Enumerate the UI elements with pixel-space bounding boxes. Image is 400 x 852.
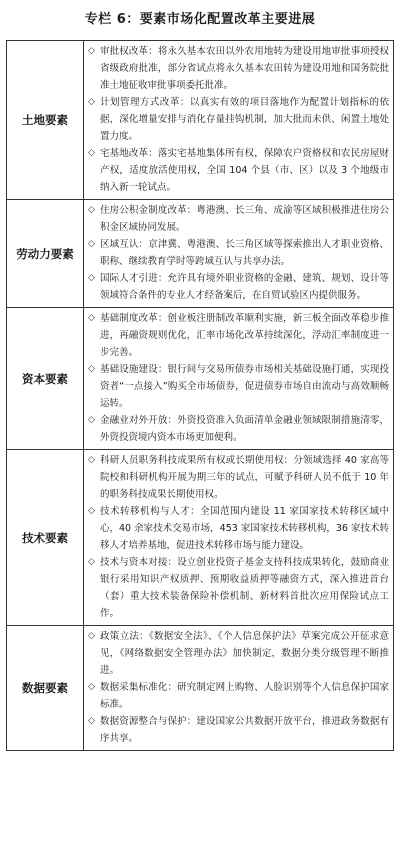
list-item xyxy=(88,628,389,679)
diamond-bullet-icon: ◇ xyxy=(88,631,95,641)
list-item xyxy=(88,43,389,94)
section-row xyxy=(7,200,394,308)
diamond-bullet-icon: ◇ xyxy=(88,148,95,158)
list-item xyxy=(88,452,389,503)
diamond-bullet-icon: ◇ xyxy=(88,205,95,215)
list-item xyxy=(88,679,389,713)
diamond-bullet-icon: ◇ xyxy=(88,273,95,283)
section-category: 技术要素 xyxy=(7,450,84,626)
diamond-bullet-icon: ◇ xyxy=(88,455,95,465)
list-item-text: 国际人才引进：允许具有境外职业资格的金融、建筑、规划、设计等领域符合条件的专业人才经备案后，在自贸试验区内提供服务。 xyxy=(100,273,389,301)
list-item xyxy=(88,503,389,554)
diamond-bullet-icon: ◇ xyxy=(88,46,95,56)
list-item-text: 技术与资本对接：设立创业投资子基金支持科技成果转化，鼓励商业银行采用知识产权质押、预期收益质押等融资方式，深入推进首台（套）重大技术装备保险补偿机制、新材料首批次应用保险试点工作。 xyxy=(100,557,389,619)
section-category: 土地要素 xyxy=(7,41,84,200)
list-item-text: 基础制度改革：创业板注册制改革顺利实施，新三板全面改革稳步推进，再融资规则优化，汇率市场化改革持续深化，浮动汇率制度进一步完善。 xyxy=(100,313,389,358)
list-item-text: 技术转移机构与人才：全国范围内建设 11 家国家技术转移区域中心，40 余家技术交易市场，453 家国家技术转移机构，36 家技术转移人才培养基地，促进技术转移市场与能力建设。 xyxy=(100,506,389,551)
section-row xyxy=(7,450,394,626)
diamond-bullet-icon: ◇ xyxy=(88,682,95,692)
list-item-text: 政策立法：《数据安全法》、《个人信息保护法》草案完成公开征求意见，《网络数据安全管理办法》加快制定，数据分类分级管理不断推进。 xyxy=(100,631,389,676)
list-item xyxy=(88,270,389,304)
list-item-text: 科研人员职务科技成果所有权或长期使用权：分领域选择 40 家高等院校和科研机构开展为期三年的试点，可赋予科研人员不低于 10 年的职务科技成果长期使用权。 xyxy=(100,455,389,500)
list-item xyxy=(88,310,389,361)
section-row xyxy=(7,41,394,200)
diamond-bullet-icon: ◇ xyxy=(88,506,95,516)
section-category: 资本要素 xyxy=(7,308,84,450)
list-item xyxy=(88,202,389,236)
list-item xyxy=(88,94,389,145)
list-item xyxy=(88,361,389,412)
diamond-bullet-icon: ◇ xyxy=(88,97,95,107)
list-item-text: 宅基地改革：落实宅基地集体所有权，保障农户资格权和农民房屋财产权，适度放活使用权，全国 104 个县（市、区）以及 3 个地级市纳入新一轮试点。 xyxy=(100,148,389,193)
box-title: 专栏 6：要素市场化配置改革主要进展 xyxy=(84,12,316,27)
diamond-bullet-icon: ◇ xyxy=(88,716,95,726)
diamond-bullet-icon: ◇ xyxy=(88,364,95,374)
list-item xyxy=(88,236,389,270)
list-item xyxy=(88,713,389,747)
list-item-text: 基础设施建设：银行间与交易所债券市场相关基础设施打通，实现投资者“一点接入”购买全市场债券，促进债券市场自由流动与高效顺畅运转。 xyxy=(100,364,389,409)
list-item xyxy=(88,145,389,196)
reform-table-body xyxy=(7,41,394,751)
section-category: 劳动力要素 xyxy=(7,200,84,308)
diamond-bullet-icon: ◇ xyxy=(88,313,95,323)
section-row xyxy=(7,626,394,751)
list-item-text: 区域互认：京津冀、粤港澳、长三角区域等探索推出人才职业资格、职称、继续教育学时等跨域互认与共享办法。 xyxy=(100,239,389,267)
list-item-text: 住房公积金制度改革：粤港澳、长三角、成渝等区域积极推进住房公积金区域协同发展。 xyxy=(100,205,389,233)
list-item xyxy=(88,412,389,446)
section-row xyxy=(7,308,394,450)
section-items xyxy=(84,308,394,450)
section-category: 数据要素 xyxy=(7,626,84,751)
list-item-text: 数据资源整合与保护：建设国家公共数据开放平台，推进政务数据有序共享。 xyxy=(100,716,389,744)
diamond-bullet-icon: ◇ xyxy=(88,415,95,425)
list-item-text: 数据采集标准化：研究制定网上购物、人脸识别等个人信息保护国家标准。 xyxy=(100,682,389,710)
section-items xyxy=(84,200,394,308)
section-items xyxy=(84,450,394,626)
list-item-text: 计划管理方式改革：以真实有效的项目落地作为配置计划指标的依据，深化增量安排与消化存量挂钩机制，加大批而未供、闲置土地处置力度。 xyxy=(100,97,389,142)
section-items xyxy=(84,41,394,200)
section-items xyxy=(84,626,394,751)
list-item-text: 审批权改革：将永久基本农田以外农用地转为建设用地审批事项授权省级政府批准，部分省试点将永久基本农田转为建设用地和国务院批准土地征收审批事项委托批准。 xyxy=(100,46,389,91)
diamond-bullet-icon: ◇ xyxy=(88,557,95,567)
list-item-text: 金融业对外开放：外资投资准入负面清单金融业领域限制措施清零，外资投资境内资本市场更加便利。 xyxy=(100,415,389,443)
reform-table xyxy=(6,40,394,751)
diamond-bullet-icon: ◇ xyxy=(88,239,95,249)
list-item xyxy=(88,554,389,622)
